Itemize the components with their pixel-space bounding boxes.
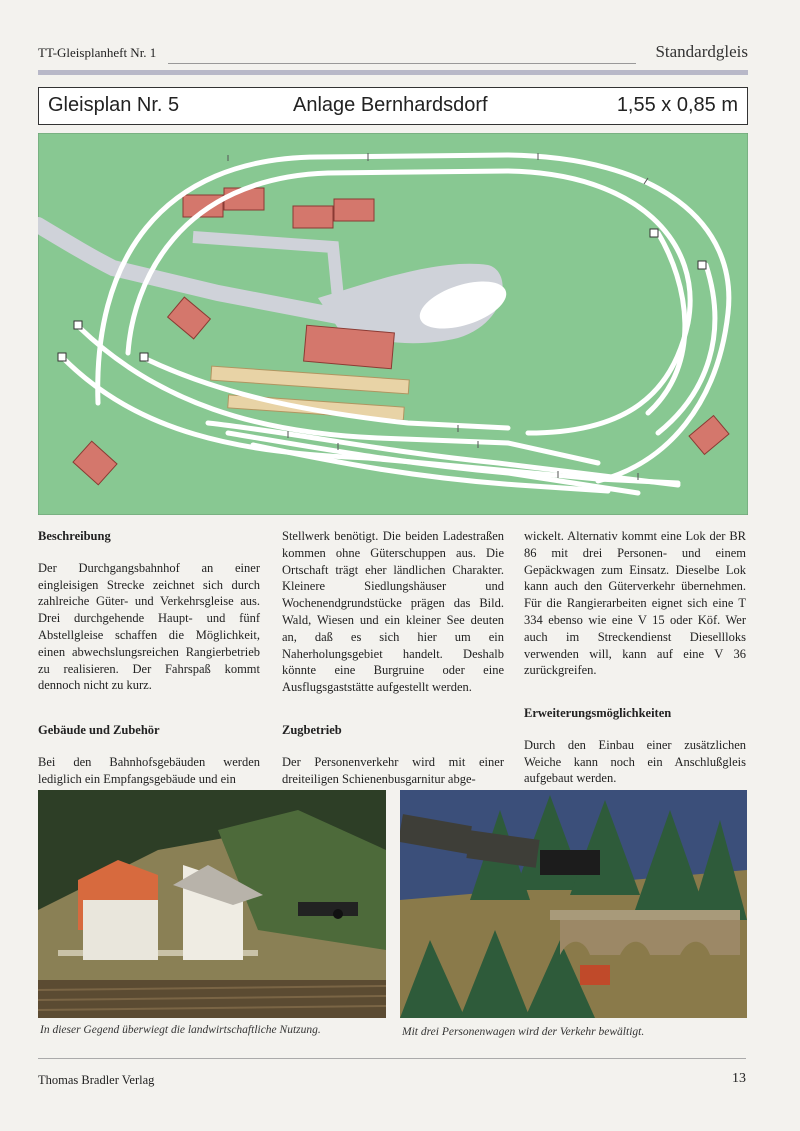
plan-number: Gleisplan Nr. 5 — [48, 94, 180, 116]
column-3-lower — [524, 705, 746, 787]
publisher: Thomas Bradler Verlag — [38, 1073, 155, 1087]
caption-right: Mit drei Personenwagen wird der Verkehr bewältigt. — [402, 1026, 645, 1038]
operation-heading: Zugbetrieb — [282, 723, 342, 737]
house-3 — [293, 206, 333, 228]
track-plan — [38, 133, 748, 515]
column-2-body: Stellwerk benötigt. Die beiden Ladestraßen kommen ohne Güterschuppen aus. Die Ortschaft trägt eher ländlichen Charakter. Kleinere Siedlungshäuser und Wochenendgrundstücke prägen das Bild. Wald, Wiesen und ein kleiner See deuten an, daß es sich hier um ein Naherholungsgebiet handelt. Deshalb könnte eine Burgruine oder eine Ausflugsgaststätte aufgestellt werden. — [282, 529, 504, 695]
station-building — [304, 325, 395, 369]
header-bar — [38, 70, 748, 75]
column-2-lower — [282, 722, 504, 787]
extension-body: Durch den Einbau einer zusätzlichen Weiche kann noch ein Anschlußgleis aufgebaut werden. — [524, 737, 746, 786]
header-section: Standardgleis — [655, 42, 748, 61]
extension-heading: Erweiterungsmöglichkeiten — [524, 706, 672, 720]
header-rule — [168, 63, 636, 64]
column-2 — [282, 528, 504, 696]
operation-body: Der Personenverkehr wird mit einer dreiteiligen Schienenbusgarnitur abge- — [282, 754, 504, 786]
layout-size: 1,55 x 0,85 m — [616, 94, 738, 116]
description-heading: Beschreibung — [38, 529, 111, 543]
buildings-body: Bei den Bahnhofsgebäuden werden lediglich ein Empfangsgebäude und ein — [38, 754, 260, 786]
column-3 — [524, 528, 746, 679]
description-body: Der Durchgangsbahnhof an einer eingleisigen Strecke zeichnet sich durch zahlreiche Güter- und Verkehrsgleise aus. Drei durchgehende Haupt- und fünf Abstellgleise schaffen die Möglichkeit, einen abwechslungsreichen Rangierbetrieb zu realisieren. Der Fahrspaß kommt dennoch nicht zu kurz. — [38, 560, 260, 693]
header-series: TT-Gleisplanheft Nr. 1 — [38, 45, 157, 60]
plan-title-box — [38, 87, 748, 125]
photo-right — [400, 790, 747, 1018]
page-number: 13 — [732, 1071, 746, 1086]
layout-name: Anlage Bernhardsdorf — [293, 94, 488, 116]
house-4 — [334, 199, 374, 221]
column-1 — [38, 528, 260, 694]
caption-left: In dieser Gegend überwiegt die landwirtschaftliche Nutzung. — [40, 1024, 321, 1036]
buildings-heading: Gebäude und Zubehör — [38, 723, 160, 737]
column-1-lower — [38, 722, 260, 787]
footer-rule — [38, 1058, 746, 1059]
photo-left — [38, 790, 386, 1018]
column-3-body: wickelt. Alternativ kommt eine Lok der BR 86 mit drei Personen- und einem Gepäckwagen zum Einsatz. Dieselbe Lok kann auch den Güterverkehr übernehmen. Für die Rangierarbeiten eignet sich eine T 334 ebenso wie eine V 15 oder Köf. Wer auch im Streckendienst Diesellloks verwenden will, kann auf eine V 36 zurückgreifen. — [524, 529, 746, 678]
